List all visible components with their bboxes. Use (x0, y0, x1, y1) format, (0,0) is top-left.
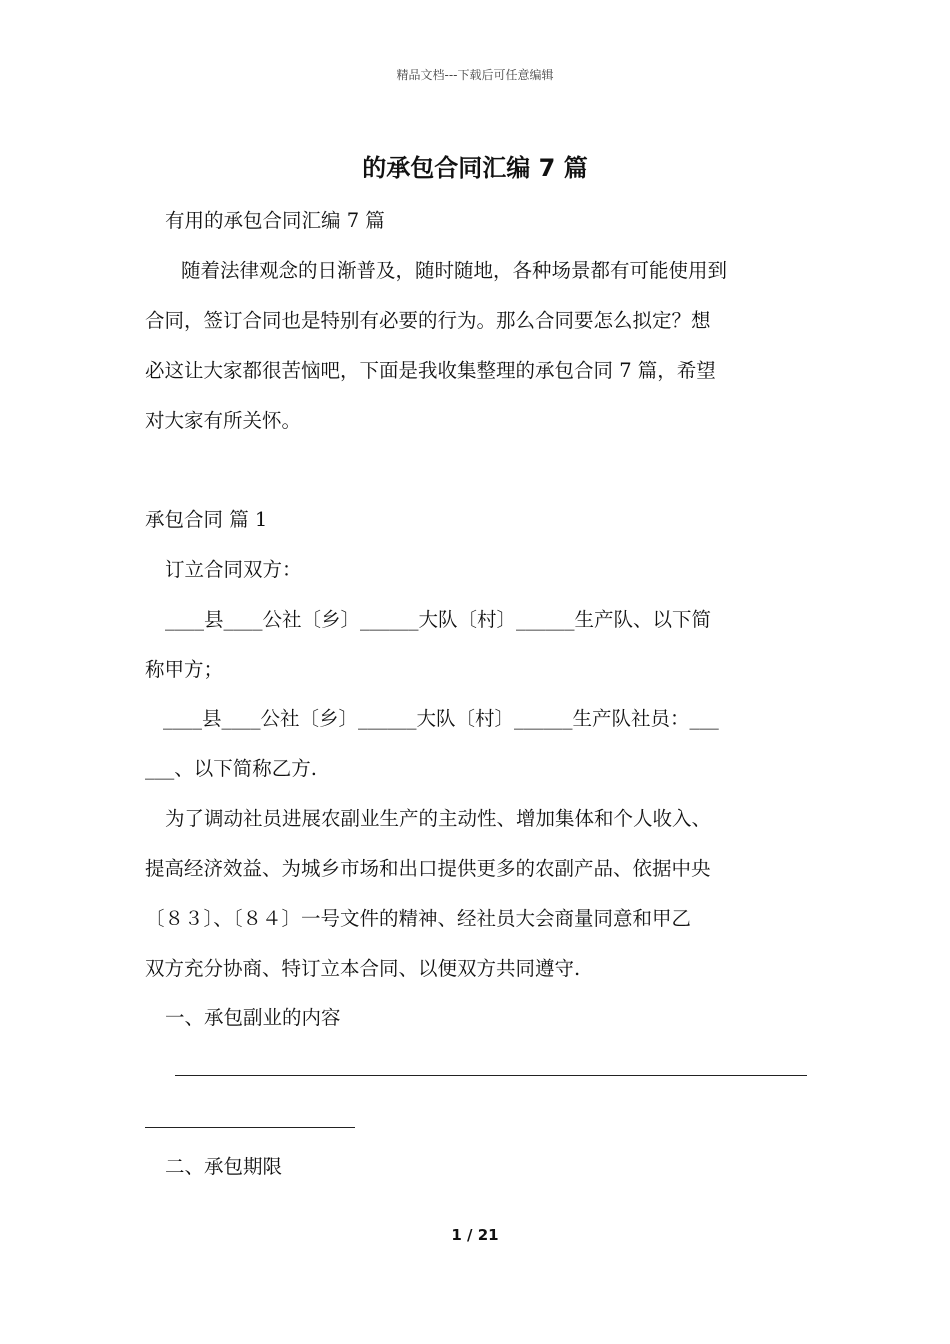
document-title: 的承包合同汇编 7 篇 (362, 154, 588, 182)
section-heading: 承包合同 篇 1 (145, 508, 268, 531)
page-header: 精品文档---下载后可任意编辑 (396, 68, 554, 82)
party-a-line: 称甲方； (145, 658, 224, 681)
purpose-line: 〔８３〕、〔８４〕一号文件的精神、经社员大会商量同意和甲乙 (145, 907, 692, 930)
purpose-line: 提高经济效益、为城乡市场和出口提供更多的农副产品、依据中央 (145, 857, 711, 880)
party-b-line: ____县____公社〔乡〕______大队〔村〕______生产队社员：___ (163, 707, 719, 730)
purpose-line: 为了调动社员进展农副业生产的主动性、增加集体和个人收入、 (165, 807, 712, 830)
parties-label: 订立合同双方： (165, 558, 302, 581)
intro-line: 合同，签订合同也是特别有必要的行为。那么合同要怎么拟定？想 (145, 309, 711, 332)
blank-fill-line (175, 1075, 807, 1076)
blank-fill-line (145, 1127, 355, 1128)
party-a-line: ____县____公社〔乡〕______大队〔村〕______生产队、以下简 (165, 608, 712, 631)
party-b-line: ___、以下简称乙方. (145, 757, 317, 780)
page-number: 1 / 21 (451, 1226, 499, 1244)
intro-line: 必这让大家都很苦恼吧，下面是我收集整理的承包合同 7 篇，希望 (145, 359, 716, 382)
intro-line: 对大家有所关怀。 (145, 409, 302, 432)
intro-line: 随着法律观念的日渐普及，随时随地，各种场景都有可能使用到 (181, 259, 728, 282)
purpose-line: 双方充分协商、特订立本合同、以便双方共同遵守. (145, 957, 581, 980)
clause-heading: 一、承包副业的内容 (165, 1006, 341, 1029)
clause-heading: 二、承包期限 (165, 1155, 283, 1178)
subtitle: 有用的承包合同汇编 7 篇 (165, 209, 385, 232)
